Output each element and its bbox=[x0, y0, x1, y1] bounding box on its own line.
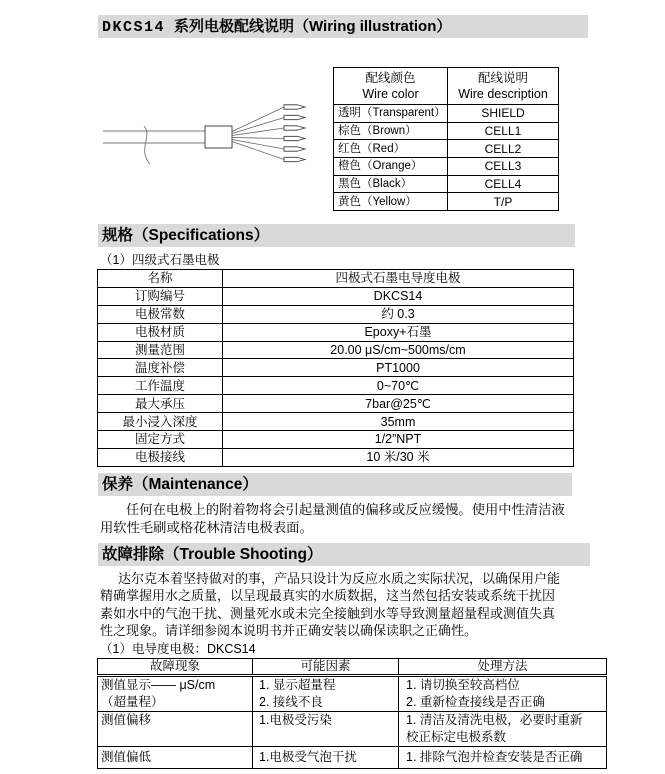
paragraph-line: 达尔克本着坚持做对的事，产品只设计为反应水质之实际状况，以确保用户能 bbox=[118, 571, 561, 586]
symptom-line: 测值偏移 bbox=[101, 713, 152, 727]
table-row bbox=[98, 323, 574, 341]
cause-line: 1.电极受污染 bbox=[259, 713, 332, 727]
wire-description-cell: CELL2 bbox=[448, 140, 559, 158]
symptom-line: 测值显示—— μS/cm bbox=[101, 678, 216, 692]
wire-color-cell: 黄色（Yellow） bbox=[334, 193, 448, 211]
symptom-cell bbox=[98, 676, 253, 712]
solution-line: 1. 请切换至较高档位 bbox=[406, 678, 520, 692]
spec-label: 电极材质 bbox=[98, 323, 223, 341]
table-row bbox=[98, 448, 574, 466]
cable-sleeve bbox=[205, 126, 232, 148]
spec-label: 名称 bbox=[98, 270, 223, 288]
solution-cell bbox=[399, 676, 607, 712]
spec-label: 最大承压 bbox=[98, 395, 223, 413]
cause-cell bbox=[253, 747, 399, 769]
table-row bbox=[334, 105, 559, 123]
table-row bbox=[334, 157, 559, 175]
title-model-code: DKCS14 bbox=[102, 19, 166, 36]
wiring-diagram bbox=[95, 95, 315, 170]
spec-label: 电极常数 bbox=[98, 305, 223, 323]
wire-description-header bbox=[448, 68, 559, 105]
specifications-table bbox=[97, 269, 574, 467]
table-row bbox=[98, 431, 574, 449]
cause-line: 2. 接线不良 bbox=[259, 695, 323, 709]
troubleshooting-subheading: （1）电导度电极：DKCS14 bbox=[100, 642, 256, 656]
wire-description-cell: CELL1 bbox=[448, 122, 559, 140]
wire-color-cell: 棕色（Brown） bbox=[334, 122, 448, 140]
wire-description-cell: CELL3 bbox=[448, 157, 559, 175]
paragraph-line: 素如水中的气泡干扰、测量死水或未完全接触到水等导致测量超量程或测值失真 bbox=[100, 605, 556, 621]
spec-label: 测量范围 bbox=[98, 341, 223, 359]
spec-value: 0~70℃ bbox=[223, 377, 574, 395]
table-header-row bbox=[98, 659, 607, 676]
cause-cell bbox=[253, 676, 399, 712]
spec-value: 10 米/30 米 bbox=[223, 448, 574, 466]
symptom-line: 测值偏低 bbox=[101, 750, 152, 764]
header-en: Wire color bbox=[362, 87, 419, 101]
spec-value: PT1000 bbox=[223, 359, 574, 377]
spec-label: 订购编号 bbox=[98, 287, 223, 305]
wire-lead bbox=[232, 128, 284, 136]
spec-label: 固定方式 bbox=[98, 431, 223, 449]
wire-description-cell: SHIELD bbox=[448, 105, 559, 123]
symptom-cell bbox=[98, 712, 253, 747]
spec-value: 35mm bbox=[223, 413, 574, 431]
table-row bbox=[98, 270, 574, 288]
header-cn: 配线颜色 bbox=[365, 71, 416, 85]
spec-value: 约 0.3 bbox=[223, 305, 574, 323]
table-row bbox=[334, 122, 559, 140]
solution-cell bbox=[399, 747, 607, 769]
symptom-header: 故障现象 bbox=[98, 659, 253, 676]
specifications-subheading: （1）四级式石墨电极 bbox=[100, 253, 220, 267]
table-row bbox=[334, 193, 559, 211]
symptom-line: （超量程） bbox=[101, 695, 164, 709]
wire-pin bbox=[284, 126, 305, 130]
table-row bbox=[98, 341, 574, 359]
solution-line: 校正标定电极系数 bbox=[406, 730, 507, 744]
wire-pin bbox=[284, 136, 305, 140]
spec-label: 最小浸入深度 bbox=[98, 413, 223, 431]
page-title bbox=[98, 15, 588, 38]
wire-pin bbox=[284, 105, 305, 109]
table-header-row bbox=[334, 68, 559, 105]
table-row bbox=[98, 395, 574, 413]
maintenance-heading: 保养（Maintenance） bbox=[98, 473, 572, 496]
table-row bbox=[98, 413, 574, 431]
table-row bbox=[98, 377, 574, 395]
table-row bbox=[98, 712, 607, 747]
title-text: 系列电极配线说明（Wiring illustration） bbox=[174, 18, 452, 35]
cause-cell bbox=[253, 712, 399, 747]
solution-cell bbox=[399, 712, 607, 747]
paragraph-line: 精确掌握用水之质量，以呈现最真实的水质数据，这当然包括安装或系统干扰因 bbox=[100, 588, 556, 604]
wire-description-cell: T/P bbox=[448, 193, 559, 211]
spec-value: 四极式石墨电导度电极 bbox=[223, 270, 574, 288]
table-row bbox=[98, 287, 574, 305]
spec-label: 电极接线 bbox=[98, 448, 223, 466]
cause-line: 1. 显示超量程 bbox=[259, 678, 336, 692]
specifications-heading: 规格（Specifications） bbox=[98, 224, 575, 247]
solution-line: 1. 清洁及清洗电极，必要时重新 bbox=[406, 713, 583, 727]
solution-line: 2. 重新检查接线是否正确 bbox=[406, 695, 545, 709]
table-row bbox=[98, 676, 607, 712]
table-row bbox=[334, 175, 559, 193]
paragraph-line: 性之现象。请详细参阅本说明书并正确安装以确保读职之正确性。 bbox=[100, 622, 478, 638]
spec-value: Epoxy+石墨 bbox=[223, 323, 574, 341]
wire-description-cell: CELL4 bbox=[448, 175, 559, 193]
table-row bbox=[98, 359, 574, 377]
solution-header: 处理方法 bbox=[399, 659, 607, 676]
wire-color-header bbox=[334, 68, 448, 105]
cause-line: 1.电极受气泡干扰 bbox=[259, 750, 357, 764]
troubleshooting-heading: 故障排除（Trouble Shooting） bbox=[98, 543, 590, 566]
wire-pin bbox=[284, 147, 305, 151]
wire-lead bbox=[232, 138, 284, 139]
header-cn: 配线说明 bbox=[477, 71, 528, 85]
troubleshooting-table bbox=[97, 658, 607, 769]
troubleshooting-paragraph bbox=[100, 570, 565, 639]
paragraph-line: 用软性毛刷或格花林清洁电极表面。 bbox=[100, 519, 313, 535]
solution-line: 1. 排除气泡并检查安装是否正确 bbox=[406, 750, 583, 764]
wire-lead bbox=[232, 118, 284, 134]
spec-value: DKCS14 bbox=[223, 287, 574, 305]
spec-value: 7bar@25℃ bbox=[223, 395, 574, 413]
table-row bbox=[98, 305, 574, 323]
wire-color-cell: 透明（Transparent） bbox=[334, 105, 448, 123]
wire-color-table bbox=[333, 67, 559, 211]
wire-lead bbox=[232, 107, 284, 132]
wire-pin bbox=[284, 157, 305, 161]
cause-header: 可能因素 bbox=[253, 659, 399, 676]
wire-color-cell: 红色（Red） bbox=[334, 140, 448, 158]
spec-value: 1/2”NPT bbox=[223, 431, 574, 449]
spec-label: 工作温度 bbox=[98, 377, 223, 395]
spec-label: 温度补偿 bbox=[98, 359, 223, 377]
table-row bbox=[98, 747, 607, 769]
wire-pin bbox=[284, 115, 305, 119]
paragraph-line: 任何在电极上的附着物将会引起量测值的偏移或反应缓慢。使用中性清洁液 bbox=[126, 502, 565, 517]
header-en: Wire description bbox=[458, 87, 548, 101]
wire-color-cell: 黑色（Black） bbox=[334, 175, 448, 193]
spec-value: 20.00 μS/cm~500ms/cm bbox=[223, 341, 574, 359]
table-row bbox=[334, 140, 559, 158]
cable-break-mark bbox=[144, 126, 150, 164]
symptom-cell bbox=[98, 747, 253, 769]
wire-color-cell: 橙色（Orange） bbox=[334, 157, 448, 175]
maintenance-paragraph bbox=[100, 501, 573, 536]
